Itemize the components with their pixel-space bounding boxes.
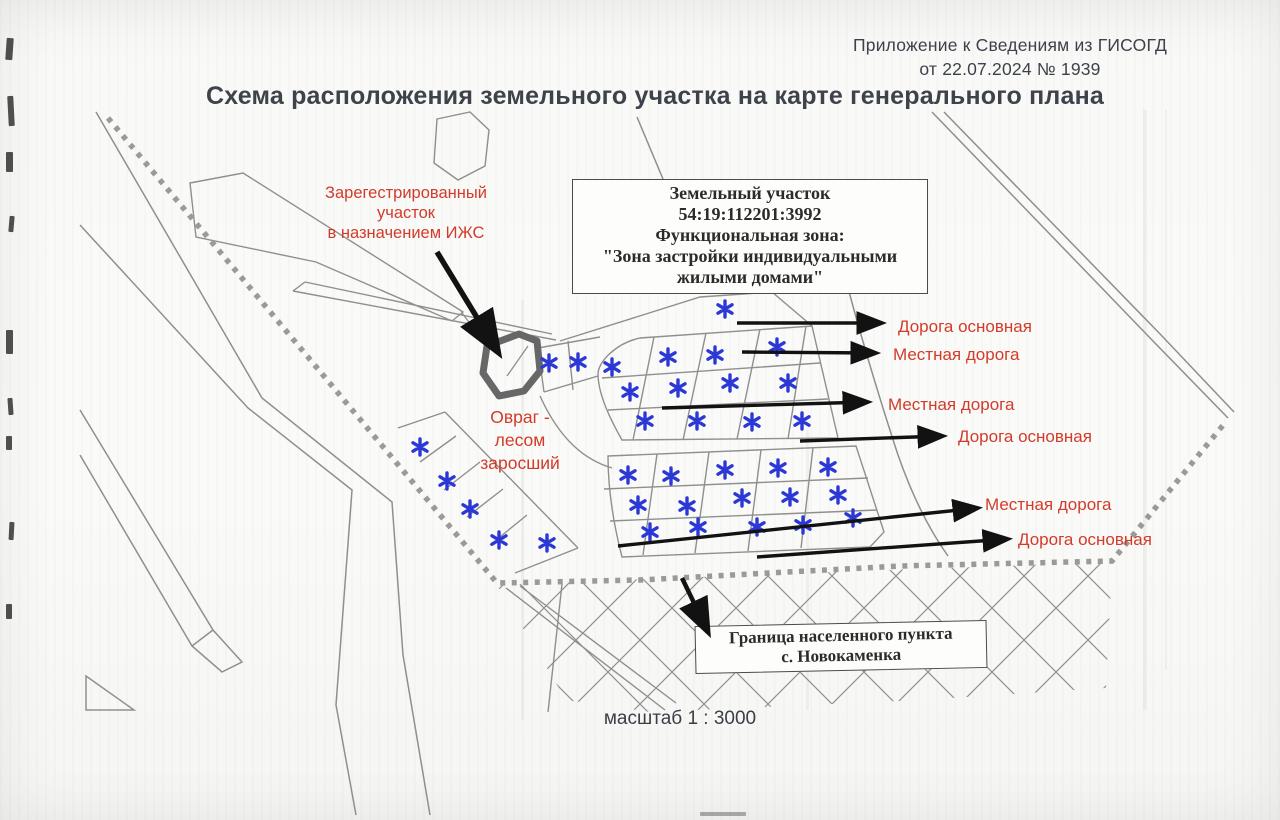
plot-info-box (572, 179, 928, 294)
document-reference-line1: Приложение к Сведениям из ГИСОГД (853, 35, 1167, 55)
road-label-main-2: Дорога основная (958, 427, 1092, 446)
scan-artifact (6, 152, 13, 172)
registered-plot-outline (483, 334, 540, 396)
document-reference-line2: от 22.07.2024 № 1939 (919, 59, 1101, 79)
road-label-main-3: Дорога основная (1018, 530, 1152, 549)
document-reference (805, 33, 1215, 81)
settlement-boundary-label-box (695, 620, 988, 674)
ravine-label (455, 406, 585, 475)
registered-plot-label-line3: в назначением ИЖС (327, 224, 485, 242)
road-label-main-1: Дорога основная (898, 317, 1032, 336)
forest-blob-outline (434, 112, 489, 180)
registered-plot-label-line2: участок (376, 204, 436, 222)
boundary-box-line1: Граница населенного пункта (728, 623, 953, 648)
plot-info-line1: Земельный участок (669, 183, 831, 203)
ravine-label-line1: Овраг - (490, 407, 550, 427)
scan-artifact (9, 522, 15, 540)
scan-artifact (700, 812, 746, 816)
registered-plot-label-line1: Зарегестрированный (325, 184, 487, 202)
boundary-box-line2: с. Новокаменка (781, 644, 902, 667)
page-title: Схема расположения земельного участка на карте генерального плана (205, 82, 1105, 110)
plot-info-line3: Функциональная зона: (655, 225, 845, 245)
ravine-label-line2: лесом (494, 430, 546, 450)
road-label-local-3: Местная дорога (985, 495, 1112, 514)
plot-info-line5: жилыми домами" (676, 267, 824, 287)
plot-info-line2: 54:19:112201:3992 (678, 204, 822, 224)
registered-plot-label (300, 183, 512, 243)
road-label-local-2: Местная дорога (888, 395, 1015, 414)
scan-artifact (6, 330, 13, 354)
ravine-label-line3: заросший (480, 453, 560, 473)
scan-artifact (6, 436, 12, 450)
scan-artifact (6, 604, 12, 619)
road-label-local-1: Местная дорога (893, 345, 1020, 364)
plot-info-line4: "Зона застройки индивидуальными (602, 246, 898, 266)
scale-note: масштаб 1 : 3000 (603, 708, 757, 729)
